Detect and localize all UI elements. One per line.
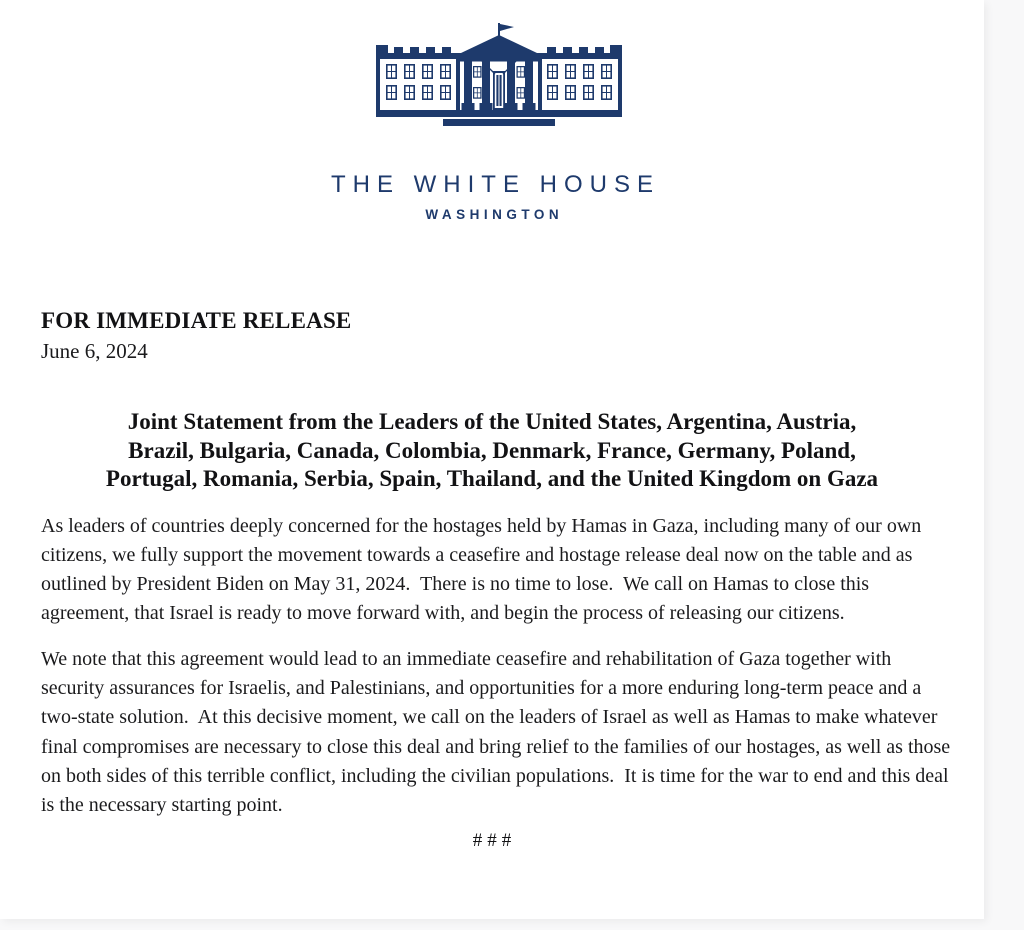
masthead-title: THE WHITE HOUSE xyxy=(330,171,660,198)
white-house-logo-icon xyxy=(374,22,624,139)
statement-paragraph: We note that this agreement would lead to an immediate ceasefire and rehabilitation of Gaza together with security assurances for Israelis, and Palestinians, and opportunities for a more enduring long-term peace and a two-state solution. At this decisive moment, we call on the leaders of Israel as well as Hamas to make whatever final compromises are necessary to close this deal and bring relief to the families of our hostages, as well as those on both sides of this terrible conflict, including the civilian populations. It is time for the war to end and this deal is the necessary starting point. xyxy=(41,647,956,817)
release-info xyxy=(41,308,984,364)
statement-title-line-3: Portugal, Romania, Serbia, Spain, Thailand, and the United Kingdom on Gaza xyxy=(105,466,879,491)
release-label: FOR IMMEDIATE RELEASE xyxy=(41,308,352,333)
release-date: June 6, 2024 xyxy=(41,339,148,363)
masthead-subtitle: WASHINGTON xyxy=(425,207,564,222)
statement-title xyxy=(0,408,984,494)
statement-paragraph: As leaders of countries deeply concerned for the hostages held by Hamas in Gaza, including many of our own citizens, we fully support the movement towards a ceasefire and hostage release deal now on the table and as outlined by President Biden on May 31, 2024. There is no time to lose. We call on Hamas to close this agreement, that Israel is ready to move forward with, and begin the process of releasing our citizens. xyxy=(41,514,927,625)
end-mark: ### xyxy=(472,830,517,852)
masthead xyxy=(0,0,984,222)
statement-title-line-1: Joint Statement from the Leaders of the United States, Argentina, Austria, xyxy=(127,409,857,434)
statement-title-line-2: Brazil, Bulgaria, Canada, Colombia, Denmark, France, Germany, Poland, xyxy=(128,437,856,463)
